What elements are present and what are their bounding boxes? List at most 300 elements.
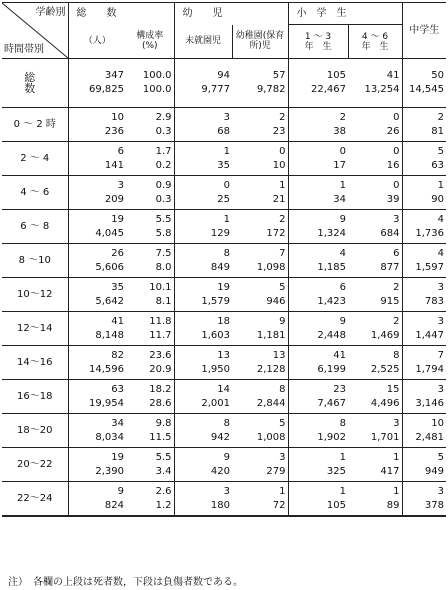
cell-deaths: 3 <box>223 111 230 123</box>
cell-injuries: 1.2 <box>155 499 172 511</box>
table-row <box>2 278 446 312</box>
cell-deaths: 1 <box>393 451 400 463</box>
cell-injuries: 1,181 <box>256 329 286 341</box>
cell-deaths: 41 <box>386 70 400 81</box>
table-row <box>2 176 446 210</box>
cell-deaths: 1 <box>339 451 346 463</box>
table-cell <box>232 312 288 346</box>
cell-injuries: 22,467 <box>311 84 346 95</box>
cell-injuries: 1,736 <box>415 227 444 239</box>
cell-injuries: 11.5 <box>149 431 172 443</box>
cell-deaths: 13 <box>217 349 230 361</box>
table-cell <box>174 108 232 142</box>
cell-deaths: 10 <box>111 111 124 123</box>
cell-injuries: 849 <box>210 261 230 273</box>
table-row <box>2 108 446 142</box>
cell-deaths: 3 <box>223 485 230 497</box>
cell-deaths: 35 <box>111 281 124 293</box>
row-label: 22～24 <box>2 482 68 517</box>
table-cell <box>232 210 288 244</box>
cell-deaths: 41 <box>111 315 124 327</box>
cell-injuries: 2,448 <box>317 329 346 341</box>
sub-header-persons: （人） <box>68 25 126 59</box>
cell-deaths: 3 <box>279 451 286 463</box>
footnote: 注） 各欄の上段は死者数，下段は負傷者数である。 <box>8 577 243 588</box>
table-cell <box>288 108 348 142</box>
table-cell <box>126 142 174 176</box>
cell-injuries: 420 <box>210 465 230 477</box>
cell-injuries: 72 <box>272 499 286 511</box>
cell-deaths: 0 <box>279 145 286 157</box>
table-cell <box>126 448 174 482</box>
table-cell <box>68 448 126 482</box>
cell-injuries: 5,606 <box>95 261 124 273</box>
table-cell <box>402 244 446 278</box>
cell-deaths: 23.6 <box>149 349 172 361</box>
sub-header-preschool: 未就園児 <box>174 25 232 59</box>
cell-deaths: 41 <box>333 349 346 361</box>
table-cell <box>402 312 446 346</box>
table-cell <box>174 380 232 414</box>
corner-header <box>2 3 68 59</box>
cell-deaths: 2 <box>279 111 286 123</box>
cell-injuries: 824 <box>104 499 124 511</box>
table-cell <box>288 448 348 482</box>
cell-injuries: 21 <box>272 193 286 205</box>
cell-injuries: 1,185 <box>317 261 346 273</box>
cell-deaths: 0 <box>339 145 346 157</box>
cell-deaths: 6 <box>117 145 124 157</box>
table-cell <box>288 312 348 346</box>
cell-injuries: 11.7 <box>149 329 172 341</box>
cell-injuries: 0.3 <box>155 125 172 137</box>
cell-deaths: 3 <box>117 179 124 191</box>
cell-deaths: 3 <box>437 383 444 395</box>
header-row-sub <box>2 25 446 59</box>
cell-deaths: 5 <box>279 417 286 429</box>
cell-injuries: 946 <box>266 295 286 307</box>
cell-deaths: 82 <box>111 349 124 361</box>
cell-deaths: 19 <box>217 281 230 293</box>
table-cell <box>288 482 348 517</box>
cell-deaths: 9 <box>117 485 124 497</box>
table-cell <box>348 59 402 108</box>
table-cell <box>402 142 446 176</box>
group-junior-header: 中学生 <box>402 3 446 59</box>
cell-injuries: 26 <box>386 125 400 137</box>
cell-deaths: 3 <box>437 315 444 327</box>
cell-injuries: 877 <box>380 261 400 273</box>
cell-injuries: 417 <box>380 465 400 477</box>
corner-time-label: 時間帯別 <box>4 44 44 55</box>
cell-injuries: 5.8 <box>155 227 172 239</box>
sub-header-kindergarten: 幼稚園(保育所)児 <box>232 25 288 59</box>
table-cell <box>68 108 126 142</box>
cell-deaths: 4 <box>437 213 444 225</box>
cell-deaths: 9 <box>339 213 346 225</box>
table-cell <box>68 278 126 312</box>
cell-deaths: 5 <box>437 451 444 463</box>
cell-injuries: 3.4 <box>155 465 172 477</box>
cell-deaths: 2 <box>393 281 400 293</box>
table-row <box>2 448 446 482</box>
cell-injuries: 69,825 <box>89 84 124 95</box>
row-label: 4 ～ 6 <box>2 176 68 210</box>
table-cell <box>232 244 288 278</box>
cell-deaths: 3 <box>437 485 444 497</box>
cell-deaths: 3 <box>437 281 444 293</box>
cell-deaths: 9 <box>279 315 286 327</box>
cell-deaths: 2.9 <box>155 111 172 123</box>
table-row <box>2 59 446 108</box>
cell-deaths: 9 <box>339 315 346 327</box>
cell-injuries: 8,034 <box>95 431 124 443</box>
cell-injuries: 14,545 <box>409 84 444 95</box>
table-cell <box>174 346 232 380</box>
table-cell <box>402 278 446 312</box>
table-cell <box>126 414 174 448</box>
cell-injuries: 9,782 <box>256 84 286 95</box>
cell-injuries: 105 <box>326 499 346 511</box>
cell-injuries: 38 <box>333 125 346 137</box>
table-cell <box>68 482 126 517</box>
row-label: 10～12 <box>2 278 68 312</box>
cell-injuries: 378 <box>424 499 444 511</box>
cell-deaths: 23 <box>333 383 346 395</box>
cell-injuries: 6,199 <box>317 363 346 375</box>
cell-injuries: 915 <box>380 295 400 307</box>
table-cell <box>288 244 348 278</box>
cell-injuries: 2,481 <box>415 431 444 443</box>
table-cell <box>126 346 174 380</box>
table-cell <box>348 414 402 448</box>
cell-injuries: 68 <box>217 125 230 137</box>
cell-injuries: 0.3 <box>155 193 172 205</box>
cell-injuries: 25 <box>217 193 230 205</box>
cell-injuries: 23 <box>272 125 286 137</box>
table-cell <box>232 448 288 482</box>
cell-deaths: 2 <box>279 213 286 225</box>
row-label: 0 ～ 2 時 <box>2 108 68 142</box>
cell-injuries: 1,447 <box>415 329 444 341</box>
cell-injuries: 1,423 <box>317 295 346 307</box>
table-cell <box>288 278 348 312</box>
group-total-header: 総 数 <box>68 3 174 25</box>
cell-deaths: 63 <box>111 383 124 395</box>
cell-injuries: 1,701 <box>370 431 400 443</box>
cell-injuries: 89 <box>386 499 400 511</box>
cell-deaths: 1 <box>279 485 286 497</box>
cell-injuries: 2,001 <box>201 397 230 409</box>
cell-injuries: 209 <box>104 193 124 205</box>
cell-injuries: 8,148 <box>95 329 124 341</box>
cell-deaths: 4 <box>339 247 346 259</box>
cell-injuries: 1,902 <box>317 431 346 443</box>
cell-injuries: 1,469 <box>370 329 400 341</box>
table-cell <box>232 278 288 312</box>
row-label: 総 数 <box>2 59 68 108</box>
table-cell <box>232 380 288 414</box>
cell-deaths: 6 <box>393 247 400 259</box>
cell-injuries: 4,045 <box>95 227 124 239</box>
cell-deaths: 8 <box>223 247 230 259</box>
cell-deaths: 6 <box>339 281 346 293</box>
table-cell <box>402 448 446 482</box>
cell-injuries: 949 <box>424 465 444 477</box>
table-cell <box>174 142 232 176</box>
cell-injuries: 1,603 <box>201 329 230 341</box>
cell-injuries: 141 <box>104 159 124 171</box>
cell-injuries: 172 <box>266 227 286 239</box>
table-cell <box>174 312 232 346</box>
table-row <box>2 482 446 517</box>
cell-deaths: 1 <box>223 145 230 157</box>
cell-injuries: 13,254 <box>364 84 400 95</box>
cell-deaths: 8 <box>223 417 230 429</box>
table-cell <box>402 380 446 414</box>
cell-deaths: 105 <box>326 70 346 81</box>
cell-injuries: 8.1 <box>155 295 172 307</box>
cell-injuries: 7,467 <box>317 397 346 409</box>
cell-deaths: 8 <box>339 417 346 429</box>
row-label: 20～22 <box>2 448 68 482</box>
table-cell <box>126 176 174 210</box>
table-cell <box>288 176 348 210</box>
table-cell <box>288 414 348 448</box>
cell-deaths: 0 <box>393 179 400 191</box>
table-cell <box>348 142 402 176</box>
cell-injuries: 1,950 <box>201 363 230 375</box>
cell-injuries: 20.9 <box>149 363 172 375</box>
table-cell <box>402 59 446 108</box>
cell-injuries: 63 <box>431 159 444 171</box>
cell-deaths: 1 <box>437 179 444 191</box>
cell-injuries: 684 <box>380 227 400 239</box>
cell-deaths: 5.5 <box>155 213 172 225</box>
table-cell <box>232 142 288 176</box>
cell-injuries: 16 <box>386 159 400 171</box>
table-row <box>2 312 446 346</box>
table-cell <box>68 142 126 176</box>
cell-deaths: 2 <box>437 111 444 123</box>
cell-deaths: 26 <box>111 247 124 259</box>
table-row <box>2 380 446 414</box>
cell-deaths: 347 <box>104 70 124 81</box>
row-label: 14～16 <box>2 346 68 380</box>
cell-injuries: 325 <box>326 465 346 477</box>
cell-injuries: 236 <box>104 125 124 137</box>
cell-deaths: 1 <box>223 213 230 225</box>
table-cell <box>288 210 348 244</box>
cell-deaths: 2.6 <box>155 485 172 497</box>
cell-deaths: 13 <box>272 349 286 361</box>
table-cell <box>232 59 288 108</box>
cell-injuries: 100.0 <box>142 84 172 95</box>
cell-injuries: 39 <box>386 193 400 205</box>
sub-header-grade-4-6: 4 ～ 6 年 生 <box>348 25 402 59</box>
table-cell <box>126 108 174 142</box>
cell-deaths: 18.2 <box>149 383 172 395</box>
table-cell <box>402 108 446 142</box>
cell-deaths: 7 <box>437 349 444 361</box>
cell-deaths: 50 <box>431 70 444 81</box>
table-cell <box>402 176 446 210</box>
table-cell <box>174 414 232 448</box>
cell-deaths: 9 <box>223 451 230 463</box>
cell-deaths: 15 <box>386 383 400 395</box>
table-cell <box>402 482 446 517</box>
table-cell <box>174 482 232 517</box>
table-cell <box>174 448 232 482</box>
table-cell <box>348 482 402 517</box>
cell-deaths: 8 <box>279 383 286 395</box>
cell-injuries: 783 <box>424 295 444 307</box>
row-label: 2 ～ 4 <box>2 142 68 176</box>
cell-deaths: 5.5 <box>155 451 172 463</box>
cell-injuries: 17 <box>333 159 346 171</box>
cell-injuries: 1,579 <box>201 295 230 307</box>
cell-deaths: 19 <box>111 451 124 463</box>
table-cell <box>68 312 126 346</box>
cell-deaths: 1 <box>339 485 346 497</box>
table-cell <box>232 482 288 517</box>
cell-injuries: 180 <box>210 499 230 511</box>
table-cell <box>126 59 174 108</box>
cell-deaths: 19 <box>111 213 124 225</box>
table-cell <box>348 278 402 312</box>
table-cell <box>68 414 126 448</box>
table-row <box>2 346 446 380</box>
table-cell <box>126 278 174 312</box>
table-cell <box>402 210 446 244</box>
cell-injuries: 1,597 <box>415 261 444 273</box>
table-cell <box>348 312 402 346</box>
header-row-groups <box>2 3 446 25</box>
table-cell <box>348 380 402 414</box>
cell-injuries: 8.0 <box>155 261 172 273</box>
table-cell <box>174 244 232 278</box>
cell-injuries: 9,777 <box>201 84 230 95</box>
cell-injuries: 1,008 <box>256 431 286 443</box>
table-cell <box>174 210 232 244</box>
cell-deaths: 0 <box>393 111 400 123</box>
sub-header-grade-1-3: 1 ～ 3 年 生 <box>288 25 348 59</box>
cell-deaths: 5 <box>437 145 444 157</box>
cell-injuries: 942 <box>210 431 230 443</box>
table-cell <box>68 380 126 414</box>
cell-deaths: 18 <box>217 315 230 327</box>
cell-injuries: 10 <box>272 159 286 171</box>
table-cell <box>402 414 446 448</box>
cell-injuries: 1,324 <box>317 227 346 239</box>
cell-injuries: 28.6 <box>149 397 172 409</box>
cell-deaths: 0.9 <box>155 179 172 191</box>
table-cell <box>288 346 348 380</box>
row-label: 12～14 <box>2 312 68 346</box>
table-row <box>2 142 446 176</box>
cell-injuries: 34 <box>333 193 346 205</box>
cell-injuries: 2,525 <box>370 363 400 375</box>
cell-deaths: 0 <box>393 145 400 157</box>
table-cell <box>68 346 126 380</box>
cell-injuries: 35 <box>217 159 230 171</box>
table-cell <box>174 176 232 210</box>
table-cell <box>126 312 174 346</box>
table-cell <box>232 108 288 142</box>
cell-deaths: 3 <box>393 213 400 225</box>
cell-injuries: 2,128 <box>256 363 286 375</box>
table-cell <box>68 176 126 210</box>
table-cell <box>126 244 174 278</box>
cell-deaths: 14 <box>217 383 230 395</box>
table-cell <box>288 380 348 414</box>
table-cell <box>232 346 288 380</box>
table-cell <box>288 142 348 176</box>
cell-injuries: 90 <box>431 193 444 205</box>
cell-injuries: 1,098 <box>256 261 286 273</box>
cell-injuries: 14,596 <box>89 363 124 375</box>
table-row <box>2 414 446 448</box>
cell-deaths: 2 <box>393 315 400 327</box>
table-cell <box>348 244 402 278</box>
row-label: 6 ～ 8 <box>2 210 68 244</box>
table-cell <box>348 108 402 142</box>
cell-deaths: 94 <box>217 70 230 81</box>
table-cell <box>348 176 402 210</box>
cell-deaths: 7 <box>279 247 286 259</box>
cell-deaths: 57 <box>272 70 286 81</box>
table-cell <box>68 244 126 278</box>
cell-injuries: 279 <box>266 465 286 477</box>
cell-deaths: 100.0 <box>142 70 172 81</box>
cell-injuries: 19,954 <box>89 397 124 409</box>
cell-deaths: 1 <box>339 179 346 191</box>
table-row <box>2 244 446 278</box>
table-cell <box>126 482 174 517</box>
cell-deaths: 5 <box>279 281 286 293</box>
group-kinder-header: 幼 児 <box>174 3 288 25</box>
cell-deaths: 3 <box>393 417 400 429</box>
table-cell <box>288 59 348 108</box>
cell-injuries: 4,496 <box>370 397 400 409</box>
row-label: 18～20 <box>2 414 68 448</box>
cell-injuries: 2,844 <box>256 397 286 409</box>
cell-injuries: 5,642 <box>95 295 124 307</box>
table-body <box>2 59 446 517</box>
cell-deaths: 9.8 <box>155 417 172 429</box>
table-cell <box>232 176 288 210</box>
cell-deaths: 10 <box>431 417 444 429</box>
cell-deaths: 7.5 <box>155 247 172 259</box>
table-cell <box>348 448 402 482</box>
corner-age-label: 学齢別 <box>35 7 66 18</box>
cell-deaths: 10.1 <box>149 281 172 293</box>
row-label: 16～18 <box>2 380 68 414</box>
cell-deaths: 34 <box>111 417 124 429</box>
table-cell <box>68 59 126 108</box>
table-cell <box>232 414 288 448</box>
table-cell <box>126 380 174 414</box>
table-cell <box>68 210 126 244</box>
cell-deaths: 1.7 <box>155 145 172 157</box>
cell-injuries: 81 <box>431 125 444 137</box>
cell-injuries: 2,390 <box>95 465 124 477</box>
cell-deaths: 4 <box>437 247 444 259</box>
table-cell <box>348 210 402 244</box>
cell-injuries: 1,794 <box>415 363 444 375</box>
row-label: 8 ～10 <box>2 244 68 278</box>
cell-deaths: 8 <box>393 349 400 361</box>
